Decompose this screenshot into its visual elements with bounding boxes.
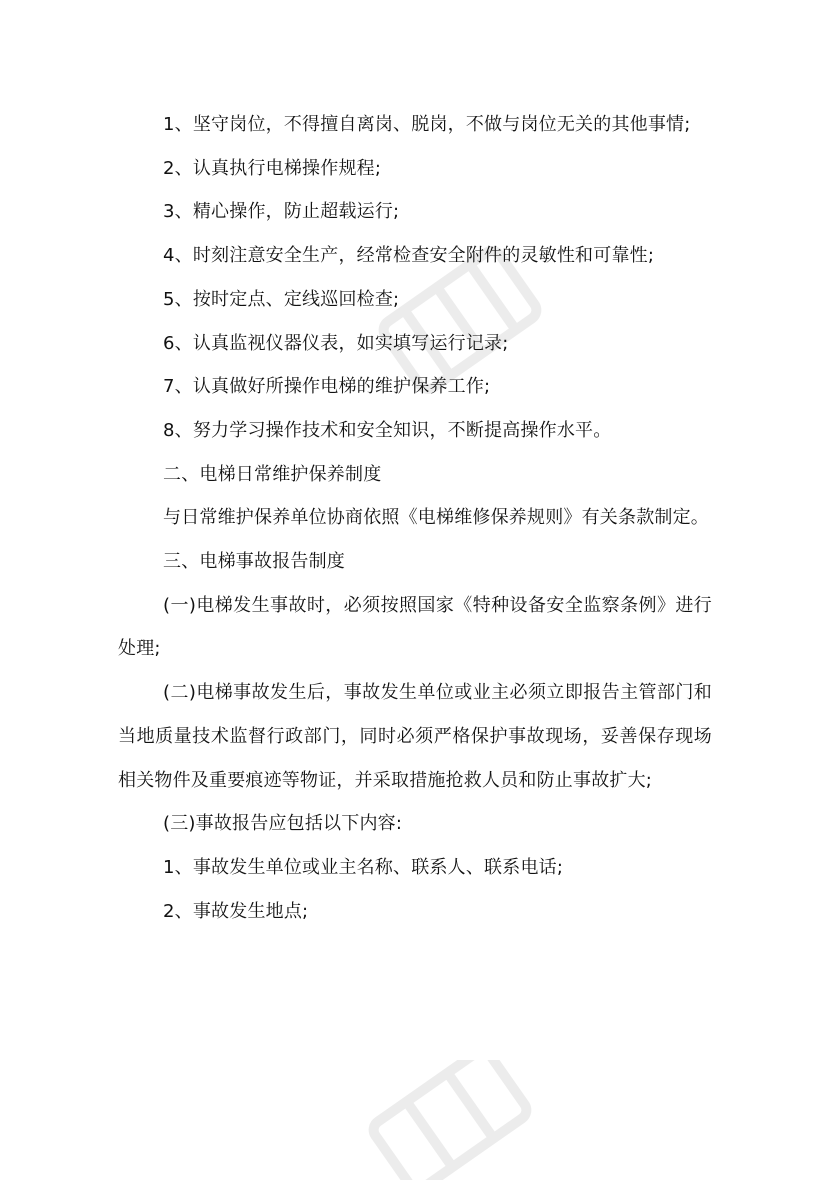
watermark-icon xyxy=(350,1060,550,1180)
section-heading: 三、电梯事故报告制度 xyxy=(163,551,345,573)
list-item: 1、坚守岗位，不得擅自离岗、脱岗，不做与岗位无关的其他事情; xyxy=(163,114,691,135)
list-item: 2、认真执行电梯操作规程; xyxy=(163,157,382,179)
body-paragraph: (三)事故报告应包括以下内容: xyxy=(163,813,403,835)
list-item: 1、事故发生单位或业主名称、联系人、联系电话; xyxy=(163,856,564,878)
list-item: 7、认真做好所操作电梯的维护保养工作; xyxy=(163,376,491,398)
body-paragraph: 与日常维护保养单位协商依照《电梯维修保养规则》有关条款制定。 xyxy=(163,507,709,529)
document-body xyxy=(118,103,712,933)
body-paragraph: (一)电梯发生事故时，必须按照国家《特种设备安全监察条例》进行处理; xyxy=(118,594,712,660)
list-item: 2、事故发生地点; xyxy=(163,900,309,922)
list-item: 6、认真监视仪器仪表，如实填写运行记录; xyxy=(163,332,509,354)
list-item: 5、按时定点、定线巡回检查; xyxy=(163,288,400,310)
section-heading: 二、电梯日常维护保养制度 xyxy=(163,463,382,485)
list-item: 8、努力学习操作技术和安全知识，不断提高操作水平。 xyxy=(163,419,612,441)
list-item: 3、精心操作，防止超载运行; xyxy=(163,201,400,223)
list-item: 4、时刻注意安全生产，经常检查安全附件的灵敏性和可靠性; xyxy=(163,245,655,267)
body-paragraph: (二)电梯事故发生后，事故发生单位或业主必须立即报告主管部门和当地质量技术监督行政部门，同时必须严格保护事故现场，妥善保存现场相关物件及重要痕迹等物证，并采取措施抢救人员和防止事故扩大; xyxy=(118,682,712,791)
